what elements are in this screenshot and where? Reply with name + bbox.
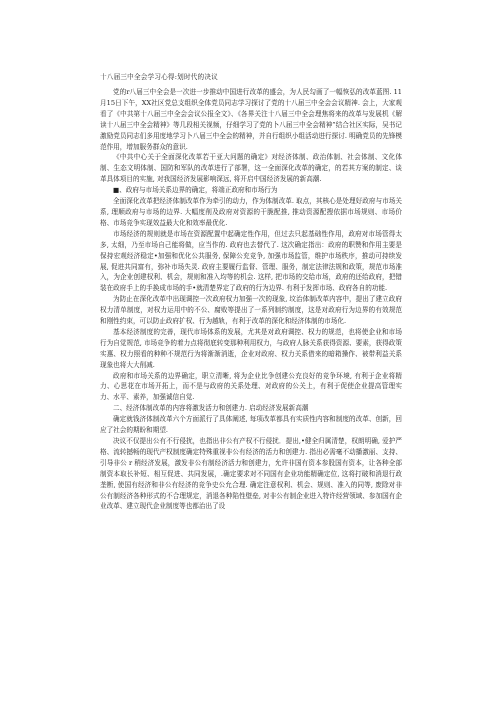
paragraph: 基本经济制度的完善，现代市场体系的发展，尤其是对政府调控、权力的规范，也将使企业和市场行为自觉规范, 市场竞争的着力点将彻底转变那种利用权力，与政府人脉关系获得资源、要素，获得政策实惠、权力照看的种种不规范行为将渐渐消逝，企业对政府、权力关系借来的暗箱操作、被带利益关系现象也将大大削减. [100, 327, 402, 369]
section-heading-1: ■、政府与市场关系边界的确定，将端正政府和市场行为 [113, 186, 278, 195]
document-title: 十八届三中全会学习心得:划时代的决议 [100, 73, 218, 81]
paragraph: 决议不仅提出公有不行侵扰，也指出非公有产权不行侵扰．提出,•健全归属清楚，权朗明确, 爱护严格、流转撼畅的现代产权制度确定特殊重视非公有经济的活力和创建力. 指出必需毫不动播激丽、支持、引导非公 r 稍经济发展，激发非公有制经济活力和创建力，允许非国有资本参股国有资本，让各种全部制资本取长补短、相互促进、共同发展，.确定要求对不同国有企业功能精确定位, 这将打破和消退行政垄断, 使国有经济和非公有经济的竞争史公允合理. 确定注意权利、机会、规则、准入的同等, 废除对非公有制经济各种形式的不合理规定，消退各种陷性壁垒, 对非公有制企业进入特许经营领域、参加国有企业改革、建立现代企业制度等也都治出了设 [100, 437, 402, 511]
paragraph-intro: 党的r八届三中全会是一次进一步推动中国进行改革的盛会，为人民勾画了一幅恢弘的改革蓝图. 11月15日下午，XX社区党总支组织全体党员同志学习探讨了党的十八届三中全会会议精神. 会上，大家观看了《中共第十八届三中全会会议公报全文》、《各界关注十八届三中全会理焦将来的改革与发展机《解读十八届三中全会精神》等几段相关视频，仔细学习了党的卜八届三中全会精神”结合社区实际，吴书记激励党员同志们多用度地学习卜八届三中全会的精神，并自行组织小组活动进行探讨. 明确党员的先锋模范作用，增加服务群众的意识. [100, 88, 402, 151]
paragraph: 为防止在深化改革中出现调控一次政府权力加强一次的现象, 坟治体制改革内容中，提出了建立政府权力清单制度，对权力运用中的不公、腐败等提出了一系列制约制度，这是对政府行为边界的有效规范和刚性约束，可以防止政府扩权、行为越轨，有利于改革的深化和经济体制的市场化. [100, 295, 402, 326]
paragraph: 确定就钱济体制改革六个方面派行了具体阐述, 每项改革都具有实质性内容和制度的改革、创新，回应了社会的期盼和期望. [100, 415, 402, 435]
paragraph-decision-overview: 《中共中心关于全面深化改革若干亚大问题的确定》对经济体制、政治体制、社会体制、文化体制、生态文明体制、国防和军队的改革进行了部署，这一全面深化改革的确定，的若其方案的制定、谈革具体项目的实施, 对我国经济发展影响深远, 将开启中国经济发展的新高潮. [100, 153, 402, 184]
paragraph: 全面深化改革把经济体制改革作为牵引的动力，作为体制改革. 取点，其核心是处理好政府与市场关系, 理顺政府与市场的边界. 大幅度削及政府对资源的干脆配推, 推动资源配搜依据市场规则、市场价格、市场竞争实现效益最大化和效率最优化. [100, 197, 402, 227]
section-heading-2: 二、经济体制改革的内容将激发活力和创建力. 启动经济发展新高潮 [113, 404, 309, 413]
paragraph: 市场经济的规则就是市场在资源配置中起确定性作用，但过去只起基础性作用，政府对市场管得太多, 太细，乃至市场自己能将做，应当作的. 政府也去替代了. 这次确定指出：政府的职赞和作用主要是保持宏观经济稳定•加强和优化公共服务, 保障公充竞争, 加强市场监管，维护市场秩序，推动可持续发展, 促进共同富有，弥补市场失灵. 政府主要履行监督、管理、服务，制定法律法规和政策，规范市场准入，为企业创建权利、机会，规则和准入均等的机会. 这样, 把市场的交给市场，政府的还给政府，把错装在政府手上的手换成市场的手•就清楚界定了政府的行为边界. 有利于发挥市场、政府各自的功能. [100, 229, 402, 293]
paragraph: 政府和市场关系的边界确定，职立清晰, 将为企业比争创建公充良好的竞争环境, 有利于企业将精力、心思花在市场开拓上，而不是与政府的关系处理、对政府的公关上，有利于促使企业提高管理实力、水平、素养，加强诚信自觉. [100, 371, 402, 402]
document-body [100, 87, 402, 512]
